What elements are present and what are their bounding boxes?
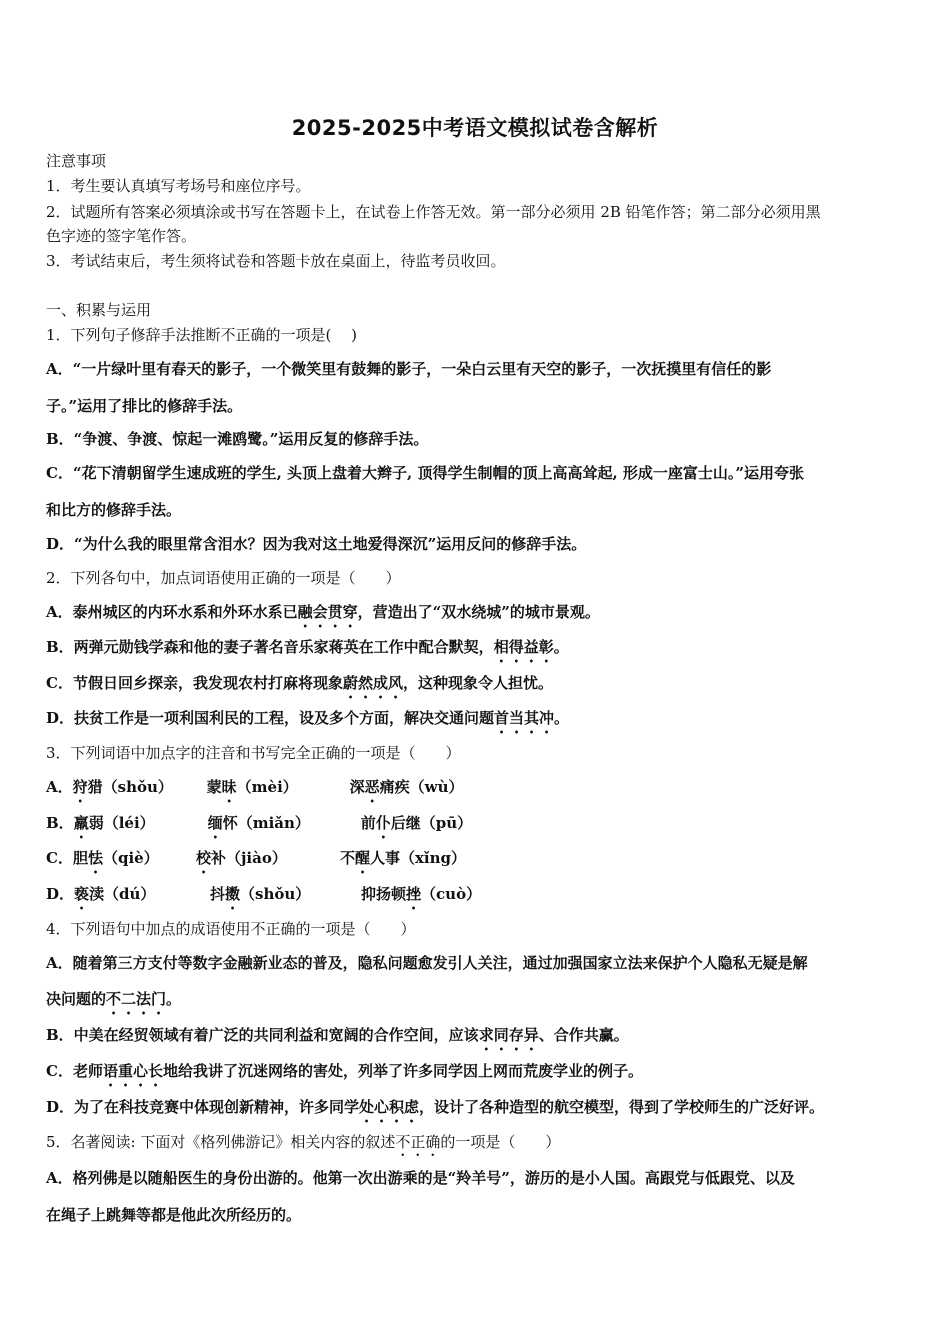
emphasized-char: 恶	[364, 778, 380, 796]
q2-stem: 2．下列各句中，加点词语使用正确的一项是（ ）	[46, 569, 401, 587]
q4-option-d: D．为了在科技竞赛中体现创新精神，许多同学处心积虑，设计了各种造型的航空模型，得到了学校师生的广泛好评。	[46, 1098, 825, 1116]
q4-option-b: B．中美在经贸领域有着广泛的共同利益和宽阔的合作空间，应该求同存异、合作共赢。	[46, 1026, 629, 1044]
q2-option-d: D．扶贫工作是一项利国利民的工程，设及多个方面，解决交通问题首当其冲。	[46, 709, 570, 727]
emphasized-term: 不正确	[395, 1133, 441, 1151]
q5-option-a-cont: 在绳子上跳舞等都是他此次所经历的。	[46, 1206, 302, 1224]
q1-option-d: D．“为什么我的眼里常含泪水？因为我对这土地爱得深沉”运用反问的修辞手法。	[46, 535, 587, 553]
q5-option-a: A．格列佛是以随船医生的身份出游的。他第一次出游乘的是“羚羊号”，游历的是小人国。高跟党与低跟党、以及	[46, 1169, 795, 1187]
page-title: 2025-2025中考语文模拟试卷含解析	[291, 116, 659, 140]
notice-item-2-cont: 色字迹的签字笔作答。	[46, 227, 197, 245]
q2-option-b: B．两弹元勋钱学森和他的妻子著名音乐家蒋英在工作中配合默契，相得益彰。	[46, 638, 569, 656]
q2-option-c: C．节假日回乡探亲，我发现农村打麻将现象蔚然成风，这种现象令人担忧。	[46, 674, 553, 692]
emphasized-char: 亵	[74, 885, 90, 903]
q1-option-c: C．“花下清朝留学生速成班的学生, 头顶上盘着大辫子, 顶得学生制帽的顶上高高耸起, 形成一座富士山。”运用夸张	[46, 464, 805, 482]
emphasized-char: 校	[195, 849, 211, 867]
q3-option-c: C．胆怯（qiè） 校补（jiào） 不醒人事（xǐng）	[46, 849, 467, 867]
emphasized-term: 求同存异	[478, 1026, 539, 1044]
emphasized-term: 不二法门	[106, 990, 167, 1008]
emphasized-char: 缅	[207, 814, 223, 832]
emphasized-char: 醒	[354, 849, 370, 867]
emphasized-term: 首当其冲	[494, 709, 555, 727]
q4-option-a: A．随着第三方支付等数字金融新业态的普及，隐私问题愈发引人关注，通过加强国家立法来保护个人隐私无疑是解	[46, 954, 808, 972]
emphasized-char: 怯	[87, 849, 103, 867]
q2-option-a: A．泰州城区的内环水系和外环水系已融会贯穿，营造出了“双水绕城”的城市景观。	[46, 603, 600, 621]
emphasized-char: 擞	[225, 885, 241, 903]
q3-option-a: A．狩猎（shǒu） 蒙昧（mèi） 深恶痛疾（wù）	[46, 778, 464, 796]
q1-option-c-cont: 和比方的修辞手法。	[46, 501, 182, 519]
notice-item-2: 2．试题所有答案必须填涂或书写在答题卡上，在试卷上作答无效。第一部分必须用 2B 铅笔作答；第二部分必须用黑	[46, 203, 821, 221]
q1-option-a: A．“一片绿叶里有春天的影子，一个微笑里有鼓舞的影子，一朵白云里有天空的影子，一次抚摸里有信任的影	[46, 360, 772, 378]
emphasized-term: 语重心长	[102, 1062, 163, 1080]
q5-stem: 5．名著阅读: 下面对《格列佛游记》相关内容的叙述不正确的一项是（ ）	[46, 1133, 561, 1151]
q1-option-a-cont: 子。”运用了排比的修辞手法。	[46, 397, 243, 415]
emphasized-term: 处心积虑	[359, 1098, 420, 1116]
q4-stem: 4．下列语句中加点的成语使用不正确的一项是（ ）	[46, 920, 416, 938]
notice-item-3: 3．考试结束后，考生须将试卷和答题卡放在桌面上，待监考员收回。	[46, 252, 506, 270]
q1-stem: 1．下列句子修辞手法推断不正确的一项是( )	[46, 326, 358, 344]
q3-option-b: B．羸弱（léi） 缅怀（miǎn） 前仆后继（pū）	[46, 814, 473, 832]
emphasized-term: 蔚然成风	[342, 674, 403, 692]
q4-option-c: C．老师语重心长地给我讲了沉迷网络的害处，列举了许多同学因上网而荒废学业的例子。	[46, 1062, 643, 1080]
q4-option-a-cont: 决问题的不二法门。	[46, 990, 182, 1008]
emphasized-char: 昧	[221, 778, 237, 796]
section-heading: 一、积累与运用	[46, 301, 152, 319]
q3-stem: 3．下列词语中加点字的注音和书写完全正确的一项是（ ）	[46, 744, 461, 762]
emphasized-term: 相得益彰	[493, 638, 554, 656]
emphasized-char: 仆	[375, 814, 391, 832]
q1-option-b: B．“争渡、争渡、惊起一滩鸥鹭。”运用反复的修辞手法。	[46, 430, 429, 448]
emphasized-term: 融会贯穿	[297, 603, 358, 621]
q3-option-d: D．亵渎（dú） 抖擞（shǒu） 抑扬顿挫（cuò）	[46, 885, 482, 903]
notice-heading: 注意事项	[46, 152, 107, 170]
emphasized-char: 羸	[73, 814, 89, 832]
notice-item-1: 1．考生要认真填写考场号和座位序号。	[46, 177, 311, 195]
emphasized-char: 狩	[72, 778, 88, 796]
emphasized-char: 挫	[406, 885, 422, 903]
